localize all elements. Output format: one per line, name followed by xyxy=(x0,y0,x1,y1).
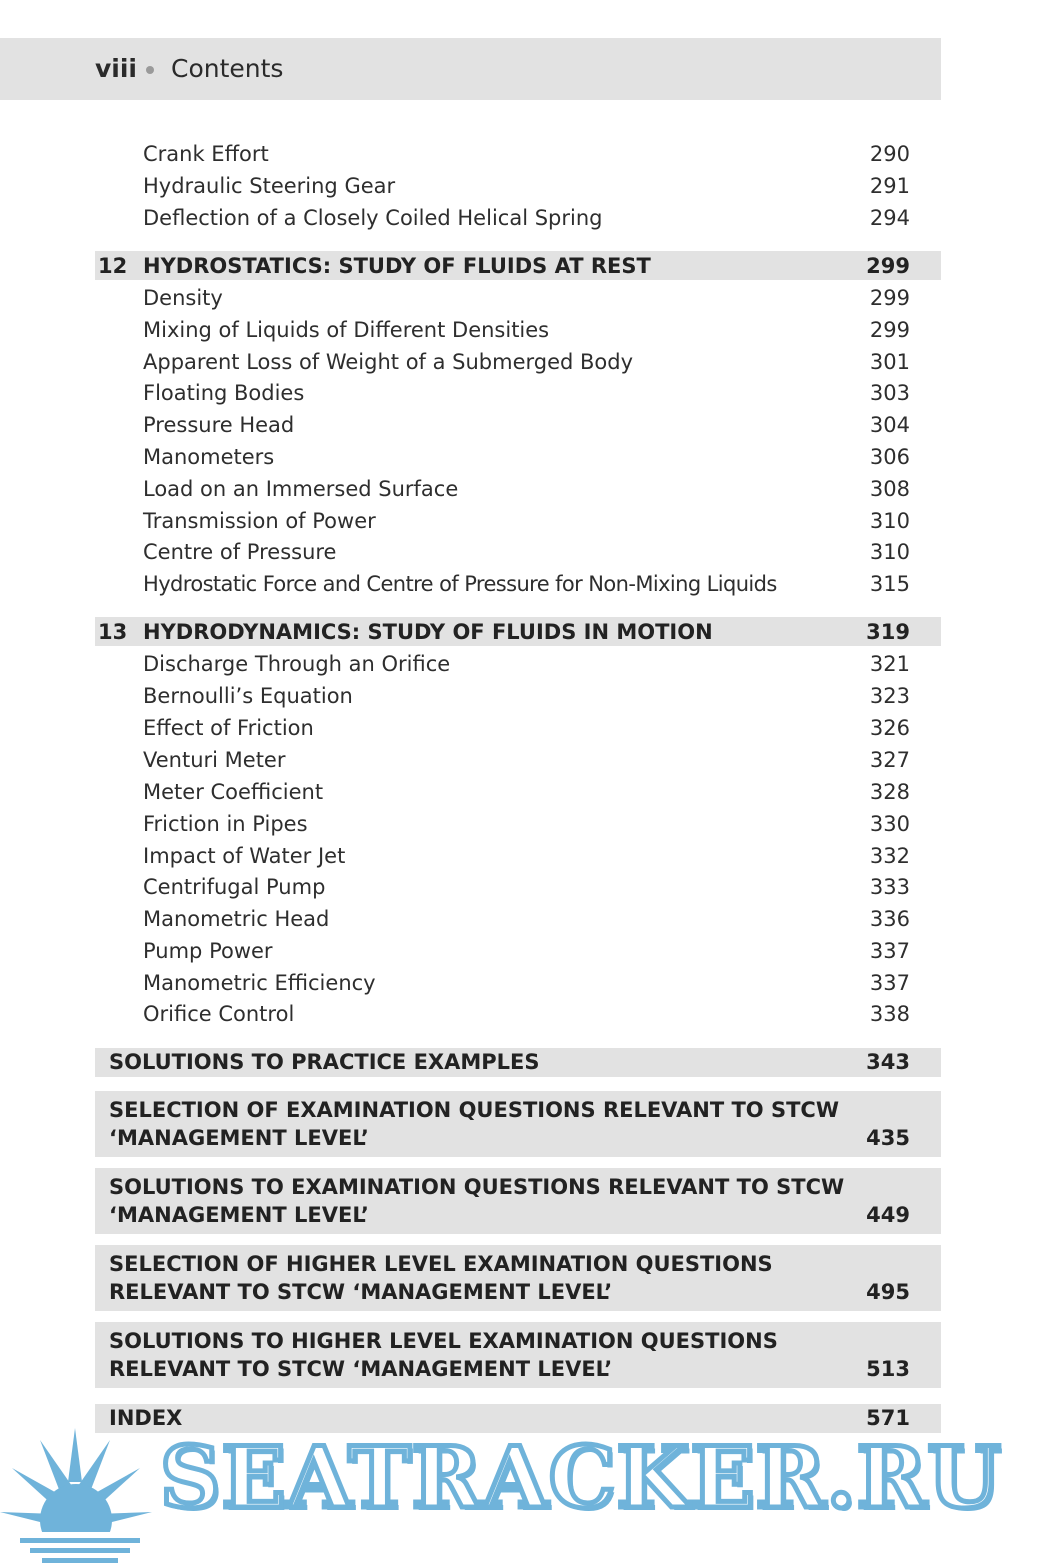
toc-entry-page: 330 xyxy=(869,812,910,836)
toc-entry-title: Friction in Pipes xyxy=(143,812,308,836)
section-title-line1: SOLUTIONS TO EXAMINATION QUESTIONS RELEVANT TO STCW xyxy=(109,1175,845,1199)
toc-entry[interactable] xyxy=(95,998,941,1030)
chapter-number: 13 xyxy=(98,620,128,644)
chapter-12-heading[interactable] xyxy=(95,251,941,280)
toc-entry-page: 332 xyxy=(869,844,910,868)
toc-entry[interactable] xyxy=(95,776,941,808)
toc-entry-page: 299 xyxy=(869,318,910,342)
toc-entry-page: 301 xyxy=(869,350,910,374)
toc-entry-page: 338 xyxy=(869,1002,910,1026)
toc-entry-title: Effect of Friction xyxy=(143,716,314,740)
section-title-line2: RELEVANT TO STCW ‘MANAGEMENT LEVEL’ xyxy=(109,1280,613,1304)
toc-entry[interactable] xyxy=(95,808,941,840)
toc-entry-title: Load on an Immersed Surface xyxy=(143,477,459,501)
section-page: 571 xyxy=(866,1406,910,1430)
toc-entry-page: 303 xyxy=(869,381,910,405)
chapter-number: 12 xyxy=(98,254,128,278)
toc-entry[interactable] xyxy=(95,648,941,680)
toc-entry-title: Discharge Through an Orifice xyxy=(143,652,451,676)
toc-entry-page: 328 xyxy=(869,780,910,804)
chapter-13-heading[interactable] xyxy=(95,617,941,646)
toc-entry-title: Crank Effort xyxy=(143,142,269,166)
chapter-title: HYDRODYNAMICS: STUDY OF FLUIDS IN MOTION xyxy=(143,620,713,644)
toc-entry-page: 336 xyxy=(869,907,910,931)
toc-entry-page: 310 xyxy=(869,509,910,533)
toc-entry[interactable] xyxy=(95,377,941,409)
toc-entry[interactable] xyxy=(95,903,941,935)
toc-entry-title: Meter Coefficient xyxy=(143,780,324,804)
chapter-page: 299 xyxy=(866,254,910,278)
toc-entry-title: Mixing of Liquids of Different Densities xyxy=(143,318,550,342)
toc-entry[interactable] xyxy=(95,314,941,346)
toc-entry[interactable] xyxy=(95,170,941,202)
toc-entry-page: 327 xyxy=(869,748,910,772)
toc-entry-page: 294 xyxy=(869,206,910,230)
toc-entry-title: Manometric Head xyxy=(143,907,330,931)
section-page: 343 xyxy=(866,1050,910,1074)
toc-entry-title: Hydraulic Steering Gear xyxy=(143,174,396,198)
toc-entry-page: 323 xyxy=(869,684,910,708)
watermark-text: SEATRACKER.RU xyxy=(160,1428,1002,1527)
section-title-line2: RELEVANT TO STCW ‘MANAGEMENT LEVEL’ xyxy=(109,1357,613,1381)
toc-entry-page: 321 xyxy=(869,652,910,676)
toc-entry-page: 290 xyxy=(869,142,910,166)
chapter-title: HYDROSTATICS: STUDY OF FLUIDS AT REST xyxy=(143,254,651,278)
toc-entry[interactable] xyxy=(95,744,941,776)
toc-entry[interactable] xyxy=(95,505,941,537)
toc-entry-title: Apparent Loss of Weight of a Submerged Body xyxy=(143,350,634,374)
section-title-line2: ‘MANAGEMENT LEVEL’ xyxy=(109,1203,369,1227)
toc-entry-page: 306 xyxy=(869,445,910,469)
section-title: SOLUTIONS TO PRACTICE EXAMPLES xyxy=(109,1050,540,1074)
toc-entry[interactable] xyxy=(95,138,941,170)
toc-entry-title: Pump Power xyxy=(143,939,273,963)
section-page: 435 xyxy=(866,1126,910,1150)
toc-entry-title: Venturi Meter xyxy=(143,748,286,772)
page-title: Contents xyxy=(171,54,284,83)
toc-entry-title: Pressure Head xyxy=(143,413,295,437)
toc-entry[interactable] xyxy=(95,536,941,568)
section-title-line1: SELECTION OF EXAMINATION QUESTIONS RELEVANT TO STCW xyxy=(109,1098,839,1122)
toc-entry-title: Centrifugal Pump xyxy=(143,875,326,899)
toc-entry-page: 337 xyxy=(869,971,910,995)
toc-entry[interactable] xyxy=(95,712,941,744)
page-header xyxy=(0,38,941,100)
chapter-page: 319 xyxy=(866,620,910,644)
toc-entry-page: 315 xyxy=(869,572,910,596)
toc-entry-page: 291 xyxy=(869,174,910,198)
toc-entry-title: Centre of Pressure xyxy=(143,540,337,564)
toc-entry-title: Manometers xyxy=(143,445,275,469)
section-page: 449 xyxy=(866,1203,910,1227)
bullet-dot-icon xyxy=(146,66,154,74)
section-title-line2: ‘MANAGEMENT LEVEL’ xyxy=(109,1126,369,1150)
toc-entry-title: Impact of Water Jet xyxy=(143,844,346,868)
section-page: 513 xyxy=(866,1357,910,1381)
toc-entry[interactable] xyxy=(95,282,941,314)
section-selection-exam-questions[interactable] xyxy=(95,1091,941,1157)
toc-entry-page: 326 xyxy=(869,716,910,740)
toc-entry-page: 299 xyxy=(869,286,910,310)
toc-entry[interactable] xyxy=(95,441,941,473)
toc-entry-title: Hydrostatic Force and Centre of Pressure for Non-Mixing Liquids xyxy=(143,572,777,596)
toc-entry[interactable] xyxy=(95,935,941,967)
toc-entry-page: 304 xyxy=(869,413,910,437)
toc-entry-title: Transmission of Power xyxy=(143,509,376,533)
toc-entry-title: Deflection of a Closely Coiled Helical Spring xyxy=(143,206,603,230)
toc-entry[interactable] xyxy=(95,840,941,872)
toc-entry[interactable] xyxy=(95,473,941,505)
section-solutions-practice[interactable] xyxy=(95,1048,941,1077)
section-title-line1: SOLUTIONS TO HIGHER LEVEL EXAMINATION QUESTIONS xyxy=(109,1329,778,1353)
toc-entry[interactable] xyxy=(95,568,941,600)
toc-entry-title: Bernoulli’s Equation xyxy=(143,684,353,708)
toc-entry-page: 310 xyxy=(869,540,910,564)
toc-entry-title: Orifice Control xyxy=(143,1002,295,1026)
section-selection-higher-level[interactable] xyxy=(95,1245,941,1311)
toc-entry-page: 308 xyxy=(869,477,910,501)
section-page: 495 xyxy=(866,1280,910,1304)
section-title: INDEX xyxy=(109,1406,183,1430)
toc-entry[interactable] xyxy=(95,346,941,378)
section-solutions-exam-questions[interactable] xyxy=(95,1168,941,1234)
toc-entry[interactable] xyxy=(95,680,941,712)
toc-entry-title: Manometric Efficiency xyxy=(143,971,376,995)
toc-entry-page: 333 xyxy=(869,875,910,899)
toc-entry[interactable] xyxy=(95,967,941,999)
toc-entry-title: Density xyxy=(143,286,223,310)
page-number: viii xyxy=(95,54,138,83)
toc-entry[interactable] xyxy=(95,202,941,234)
section-solutions-higher-level[interactable] xyxy=(95,1322,941,1388)
toc-entry[interactable] xyxy=(95,409,941,441)
section-title-line1: SELECTION OF HIGHER LEVEL EXAMINATION QUESTIONS xyxy=(109,1252,773,1276)
toc-entry-page: 337 xyxy=(869,939,910,963)
toc-entry[interactable] xyxy=(95,871,941,903)
toc-entry-title: Floating Bodies xyxy=(143,381,305,405)
